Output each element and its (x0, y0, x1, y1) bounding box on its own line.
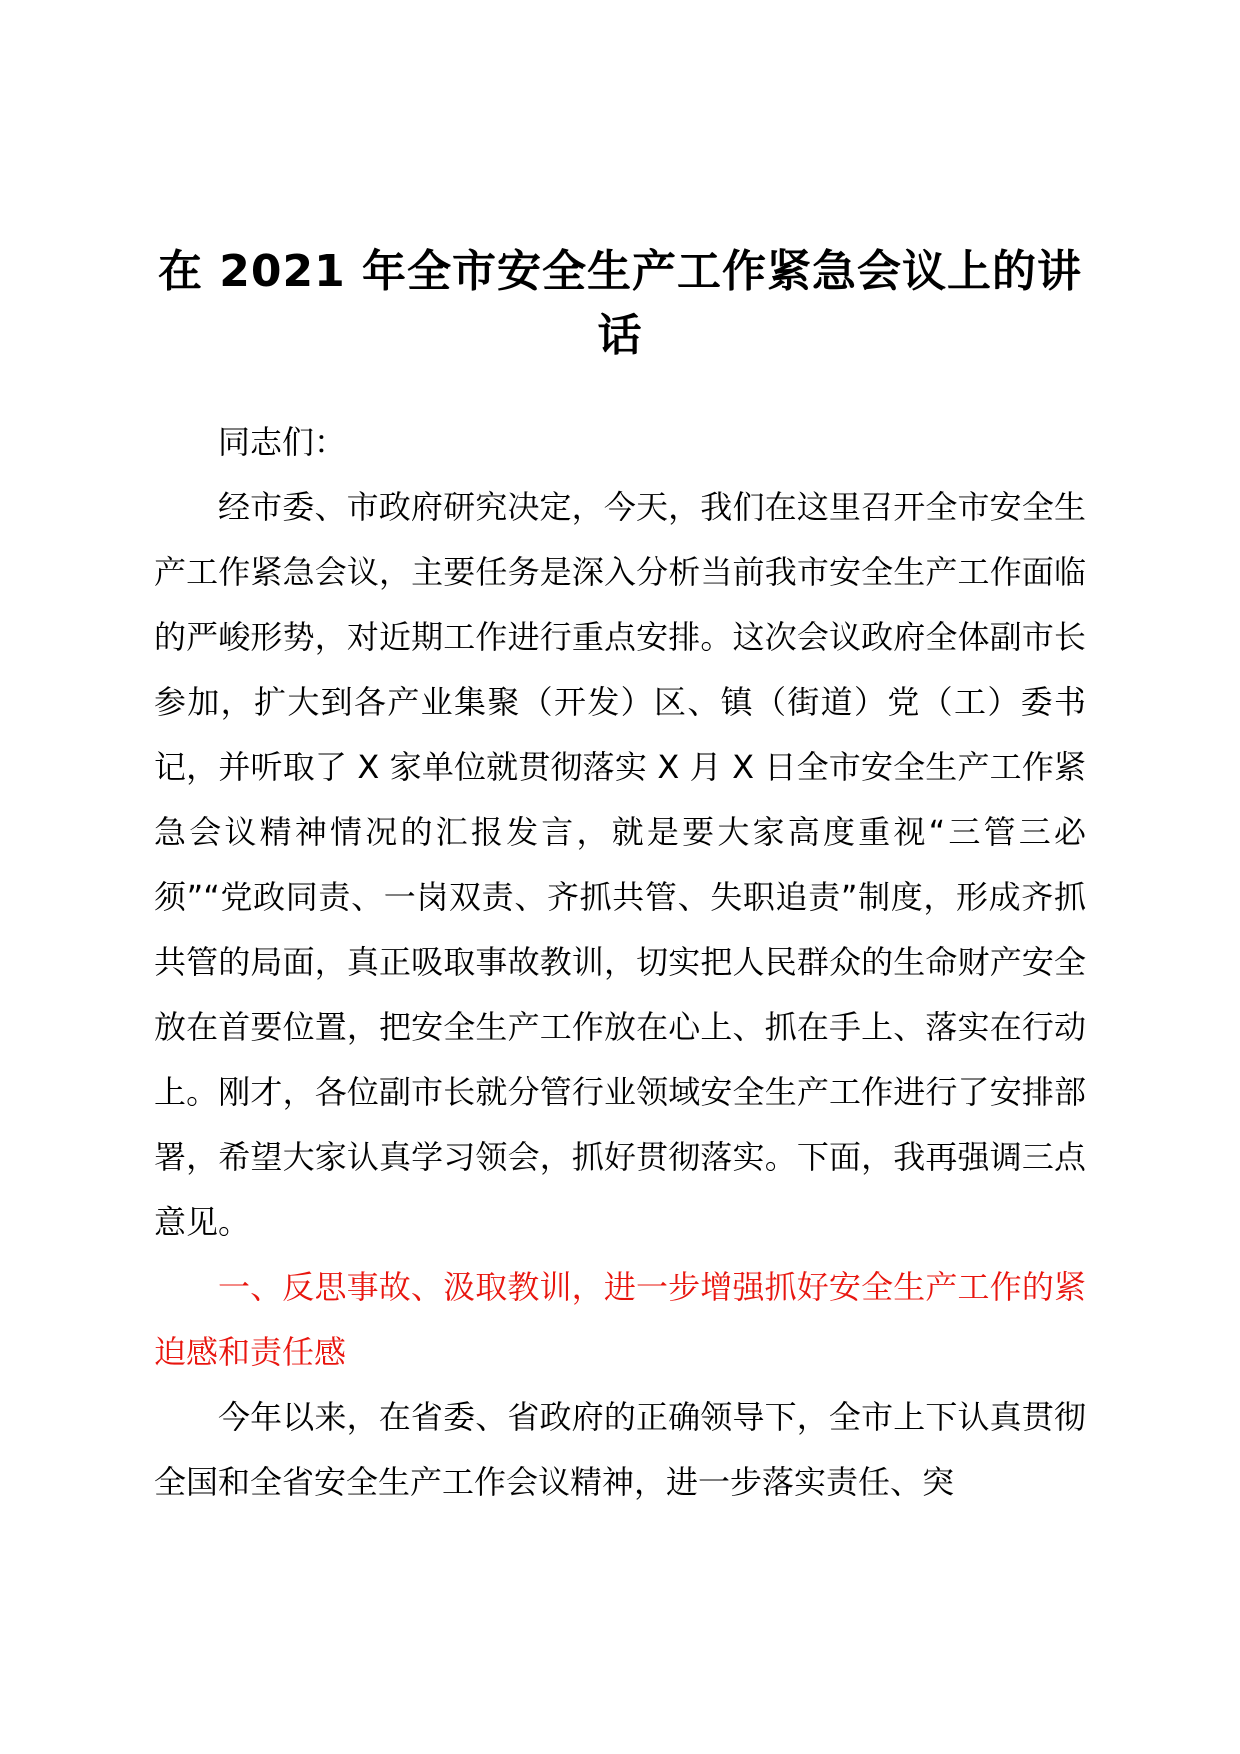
body-paragraph-section-1: 今年以来，在省委、省政府的正确领导下，全市上下认真贯彻全国和全省安全生产工作会议精神，进一步落实责任、突 (154, 1398, 1086, 1501)
section-heading-1: 一、反思事故、汲取教训，进一步增强抓好安全生产工作的紧迫感和责任感 (154, 1268, 1086, 1371)
salutation: 同志们： (218, 423, 347, 461)
body-paragraph-intro: 经市委、市政府研究决定，今天，我们在这里召开全市安全生产工作紧急会议，主要任务是深入分析当前我市安全生产工作面临的严峻形势，对近期工作进行重点安排。这次会议政府全体副市长参加，扩大到各产业集聚（开发）区、镇（街道）党（工）委书记，并听取了 X 家单位就贯彻落实 X 月 X 日全市安全生产工作紧急会议精神情况的汇报发言，就是要大家高度重视“三管三必须”“党政同责、一岗双责、齐抓共管、失职追责”制度，形成齐抓共管的局面，真正吸取事故教训，切实把人民群众的生命财产安全放在首要位置，把安全生产工作放在心上、抓在手上、落实在行动上。刚才，各位副市长就分管行业领域安全生产工作进行了安排部署，希望大家认真学习领会，抓好贯彻落实。下面，我再强调三点意见。 (154, 488, 1086, 1241)
document-title: 在 2021 年全市安全生产工作紧急会议上的讲话 (157, 246, 1083, 361)
document-body (154, 410, 1086, 1515)
